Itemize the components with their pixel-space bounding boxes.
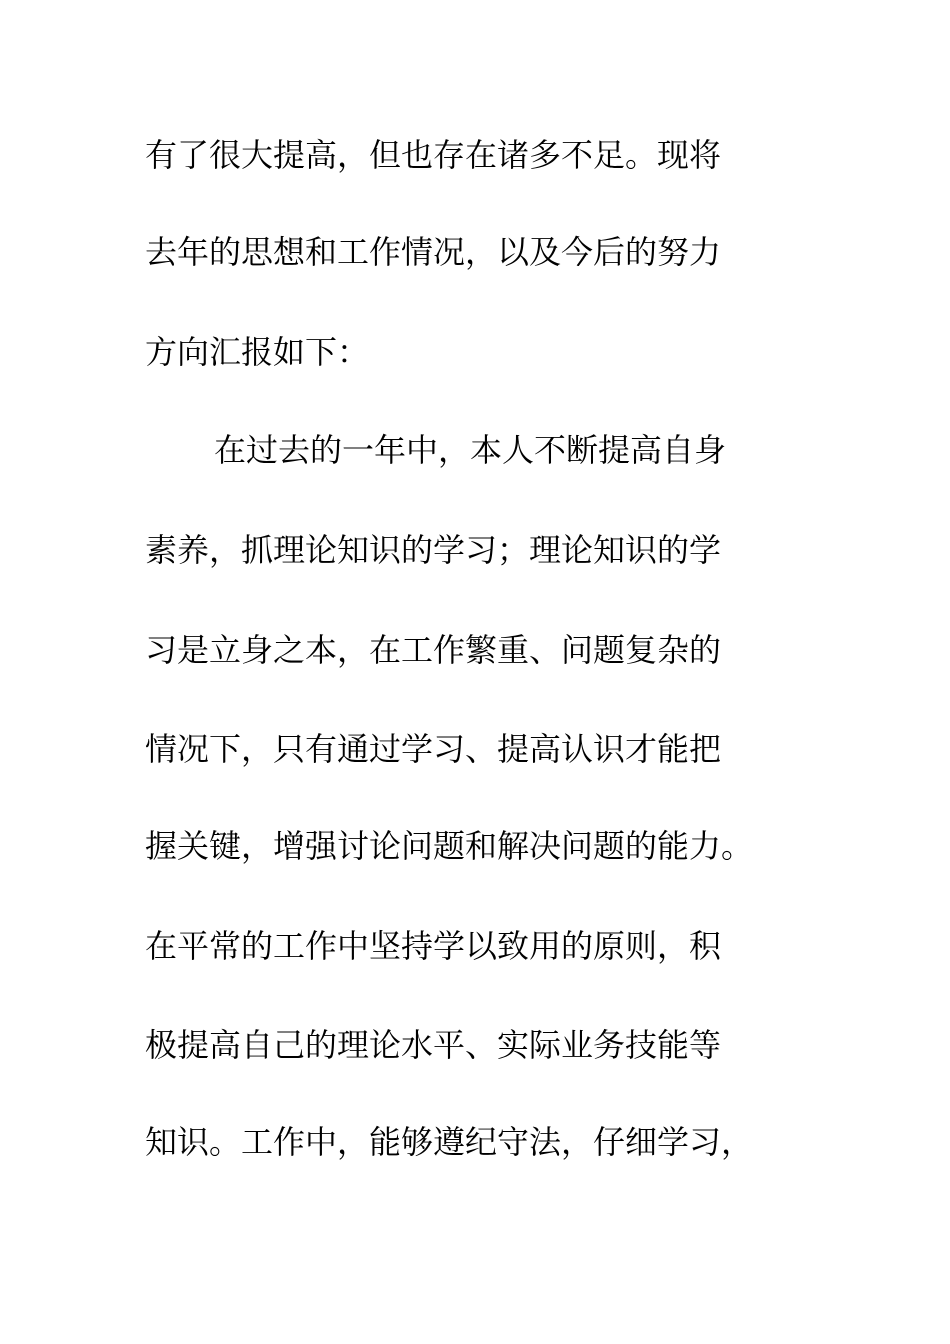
text-line: 握关键，增强讨论问题和解决问题的能力。 xyxy=(145,827,754,865)
text-line: 素养，抓理论知识的学习；理论知识的学 xyxy=(145,531,722,569)
paragraph-first-line: 在过去的一年中，本人不断提高自身 xyxy=(214,431,727,469)
text-line: 知识。工作中，能够遵纪守法，仔细学习， xyxy=(145,1123,754,1161)
text-line: 方向汇报如下： xyxy=(145,333,370,371)
text-line: 有了很大提高，但也存在诸多不足。现将 xyxy=(145,136,722,174)
text-line: 习是立身之本，在工作繁重、问题复杂的 xyxy=(145,631,722,669)
text-line: 情况下，只有通过学习、提高认识才能把 xyxy=(145,730,722,768)
text-line: 去年的思想和工作情况，以及今后的努力 xyxy=(145,233,722,271)
text-line: 极提高自己的理论水平、实际业务技能等 xyxy=(145,1026,722,1064)
text-line: 在平常的工作中坚持学以致用的原则，积 xyxy=(145,927,722,965)
